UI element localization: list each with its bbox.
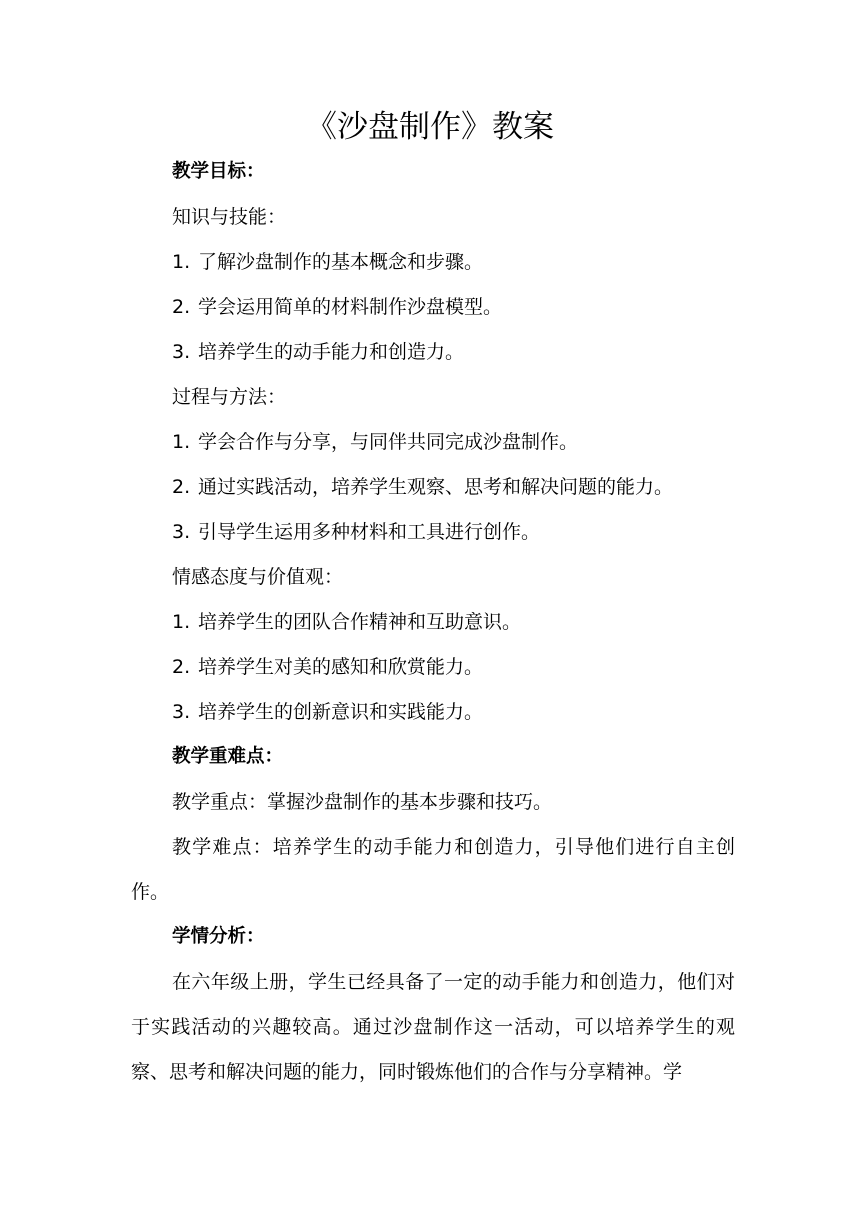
list-item bbox=[172, 338, 464, 366]
list-item-number: 2. bbox=[172, 656, 191, 678]
subheading-process: 过程与方法： bbox=[172, 386, 287, 408]
list-item bbox=[172, 653, 483, 681]
list-item bbox=[172, 698, 483, 726]
section-heading-analysis: 学情分析： bbox=[172, 926, 265, 947]
list-item-text: 通过实践活动，培养学生观察、思考和解决问题的能力。 bbox=[198, 476, 674, 498]
subheading-emotion: 情感态度与价值观： bbox=[172, 566, 344, 588]
list-item-number: 1. bbox=[172, 611, 191, 633]
list-item-text: 培养学生的动手能力和创造力。 bbox=[198, 341, 465, 363]
list-item-text: 培养学生对美的感知和欣赏能力。 bbox=[198, 656, 484, 678]
section-heading-objectives: 教学目标： bbox=[172, 161, 265, 182]
difficulty-paragraph: 教学难点：培养学生的动手能力和创造力，引导他们进行自主创作。 bbox=[131, 836, 735, 903]
list-item-number: 2. bbox=[172, 296, 191, 318]
list-item-text: 引导学生运用多种材料和工具进行创作。 bbox=[198, 521, 541, 543]
list-item bbox=[172, 608, 521, 636]
analysis-paragraph: 在六年级上册，学生已经具备了一定的动手能力和创造力，他们对于实践活动的兴趣较高。通过沙盘制作这一活动，可以培养学生的观察、思考和解决问题的能力，同时锻炼他们的合作与分享精神。学 bbox=[131, 971, 735, 1083]
list-item bbox=[172, 293, 502, 321]
list-item bbox=[172, 473, 673, 501]
list-item-text: 学会运用简单的材料制作沙盘模型。 bbox=[198, 296, 503, 318]
key-point-text: 教学重点：掌握沙盘制作的基本步骤和技巧。 bbox=[172, 791, 553, 813]
list-item bbox=[172, 518, 540, 546]
list-item-text: 学会合作与分享，与同伴共同完成沙盘制作。 bbox=[198, 431, 579, 453]
list-item-text: 培养学生的创新意识和实践能力。 bbox=[198, 701, 484, 723]
list-item-number: 2. bbox=[172, 476, 191, 498]
document-title: 《沙盘制作》教案 bbox=[306, 109, 554, 145]
list-item-number: 1. bbox=[172, 431, 191, 453]
list-item-number: 3. bbox=[172, 521, 191, 543]
section-heading-key-points: 教学重难点： bbox=[172, 746, 284, 767]
list-item bbox=[172, 428, 578, 456]
subheading-knowledge: 知识与技能： bbox=[172, 206, 287, 228]
list-item-text: 培养学生的团队合作精神和互助意识。 bbox=[198, 611, 522, 633]
list-item-number: 3. bbox=[172, 701, 191, 723]
list-item-number: 1. bbox=[172, 251, 191, 273]
list-item bbox=[172, 248, 483, 276]
list-item-number: 3. bbox=[172, 341, 191, 363]
list-item-text: 了解沙盘制作的基本概念和步骤。 bbox=[198, 251, 484, 273]
